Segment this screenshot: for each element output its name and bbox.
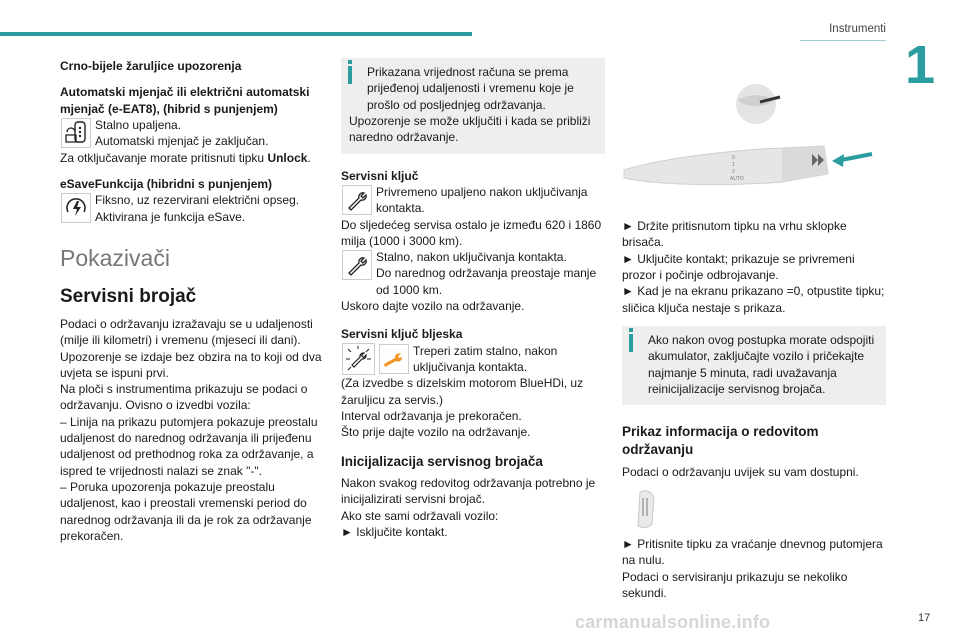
kljuc-2-after: Uskoro dajte vozilo na održavanje. [341, 299, 525, 314]
info-box-2 [622, 326, 886, 405]
column-3 [622, 58, 886, 601]
column-1 [60, 58, 322, 544]
info-1-text-2: Upozorenje se može uključiti i kada se približi naredno održavanje. [349, 113, 591, 145]
prikaz-paragraph-2: Podaci o servisiranju prikazuju se nekoliko sekundi. [622, 569, 848, 601]
bljesak-line-4: Što prije dajte vozilo na održavanje. [341, 425, 531, 440]
heading-inicijalizacija: Inicijalizacija servisnog brojača [341, 453, 543, 469]
unlock-text-post: . [307, 150, 311, 165]
step-3: ► Kad je na ekranu prikazano =0, otpustite tipku; sličica ključa nestaje s prikaza. [622, 284, 885, 315]
unlock-key-label: Unlock [267, 150, 308, 165]
init-paragraph-3: ► Isključite kontakt. [341, 524, 448, 539]
gearbox-text-2: Automatski mjenjač je zaključan. [95, 134, 269, 149]
heading-servisni-kljuc: Servisni ključ [341, 168, 419, 183]
init-paragraph-1: Nakon svakog redovitog održavanja potrebno je inicijalizirati servisni brojač. [341, 475, 596, 507]
chapter-number: 1 [905, 35, 936, 95]
stalk-label-1: 1 [732, 162, 735, 168]
init-paragraph-2: Ako ste sami održavali vozilo: [341, 508, 499, 523]
header-accent-bar [0, 32, 472, 36]
bljesak-text: Treperi zatim stalno, nakon uključivanja kontakta. [413, 343, 558, 374]
kljuc-1-text: Privremeno upaljeno nakon uključivanja kontakta. [376, 184, 588, 216]
flashing-wrench-icon [341, 343, 375, 375]
gearbox-lock-icon [60, 117, 92, 149]
kljuc-row-2 [341, 249, 605, 298]
paragraph-5: – Poruka upozorenja pokazuje preostalu udaljenost, kao i preostali vremenski period do narednog održavanja ili da je rok za održavanje prekoračen. [60, 480, 312, 543]
prikaz-paragraph-1: Podaci o održavanju uvijek su vam dostupni. [622, 464, 859, 479]
step-1: ► Držite pritisnutom tipku na vrhu sklopke brisača. [622, 219, 847, 250]
paragraph-3: Na ploči s instrumentima prikazuju se podaci o održavanju. Ovisno o izvedbi vozila: [60, 382, 308, 413]
wrench-icon [341, 184, 373, 216]
page-number: 17 [918, 612, 931, 624]
esave-text-2: Aktivirana je funkcija eSave. [95, 209, 246, 224]
trip-reset-button-illustration [626, 488, 666, 532]
bljesak-line-3: Interval održavanja je prekoračen. [341, 408, 522, 423]
kljuc-row-1 [341, 184, 605, 217]
info-1-text-1: Prikazana vrijednost računa se prema prijeđenoj udaljenosti i vremenu koje je prošlo od posljednjeg održavanja. [367, 65, 574, 112]
unlock-text-pre: Za otključavanje morate pritisnuti tipku [60, 150, 268, 165]
paragraph-4: – Linija na prikazu putomjera pokazuje preostalu udaljenost do narednog održavanja ili prijeđenu udaljenost od prethodnog roka za održavanje, a ispred te vrijednosti nalazi se znak "-". [60, 414, 318, 478]
heading-prikaz-informacija: Prikaz informacija o redovitom održavanju [622, 424, 819, 458]
header-underline [800, 40, 886, 41]
paragraph-2: Upozorenje se izdaje bez obzira na to koji od dva uvjeta se ispuni prvi. [60, 349, 322, 380]
section-title-pokazivaci: Pokazivači [60, 244, 170, 271]
gearbox-text-1: Stalno upaljena. [95, 117, 182, 132]
stalk-label-2: 2 [732, 169, 735, 175]
bljesak-line-2: (Za izvedbe s dizelskim motorom BlueHDi, uz žaruljicu za servis.) [341, 376, 584, 407]
kljuc-2-text-2: Do narednog održavanja preostaje manje od 1000 km. [376, 266, 597, 297]
kljuc-1-after: Do sljedećeg servisa ostalo je između 620 i 1860 milja (1000 i 3000 km). [341, 217, 602, 248]
info-2-text: Ako nakon ovog postupka morate odspojiti akumulator, zaključajte vozilo i pričekajte najmanje 5 minuta, radi uvažavanja reinicijalizacije servisnog brojača. [648, 332, 875, 396]
esave-icon [60, 192, 92, 224]
heading-automatic-gearbox: Automatski mjenjač ili električni automatski mjenjač (e-EAT8), (hibrid s punjenjem) [60, 85, 310, 116]
gearbox-lamp-row [60, 117, 322, 150]
bljesak-row [341, 343, 605, 376]
paragraph-1: Podaci o održavanju izražavaju se u udaljenosti (milje ili kilometri) i vremenu (mjeseci ili dani). [60, 316, 313, 348]
column-2 [341, 58, 605, 540]
wrench-icon-2 [341, 249, 373, 281]
heading-kljuc-bljeska: Servisni ključ bljeska [341, 327, 463, 342]
heading-esave: eSaveFunkcija (hibridni s punjenjem) [60, 176, 273, 191]
stalk-label-auto: AUTO [730, 176, 744, 182]
esave-lamp-row [60, 192, 322, 225]
kljuc-2-text-1: Stalno, nakon uključivanja kontakta. [376, 250, 567, 265]
info-icon [348, 66, 352, 84]
header-title: Instrumenti [829, 23, 886, 35]
stalk-label-0: 0 [732, 155, 735, 161]
watermark: carmanualsonline.info [575, 612, 771, 632]
step-2: ► Uključite kontakt; prikazuje se privremeni prozor i počinje odbrojavanje. [622, 251, 855, 282]
wiper-stalk-illustration [622, 68, 886, 218]
orange-wrench-icon [378, 343, 410, 375]
section-title-servisni-brojac: Servisni brojač [60, 286, 197, 308]
heading-warning-lamps: Crno-bijele žaruljice upozorenja [60, 59, 242, 73]
esave-text-1: Fiksno, uz rezervirani električni opseg. [95, 193, 300, 208]
unlock-text [60, 150, 322, 166]
info-box-1 [341, 58, 605, 154]
prikaz-step: ► Pritisnite tipku za vraćanje dnevnog putomjera na nulu. [622, 537, 883, 568]
info-icon-2 [629, 334, 633, 352]
